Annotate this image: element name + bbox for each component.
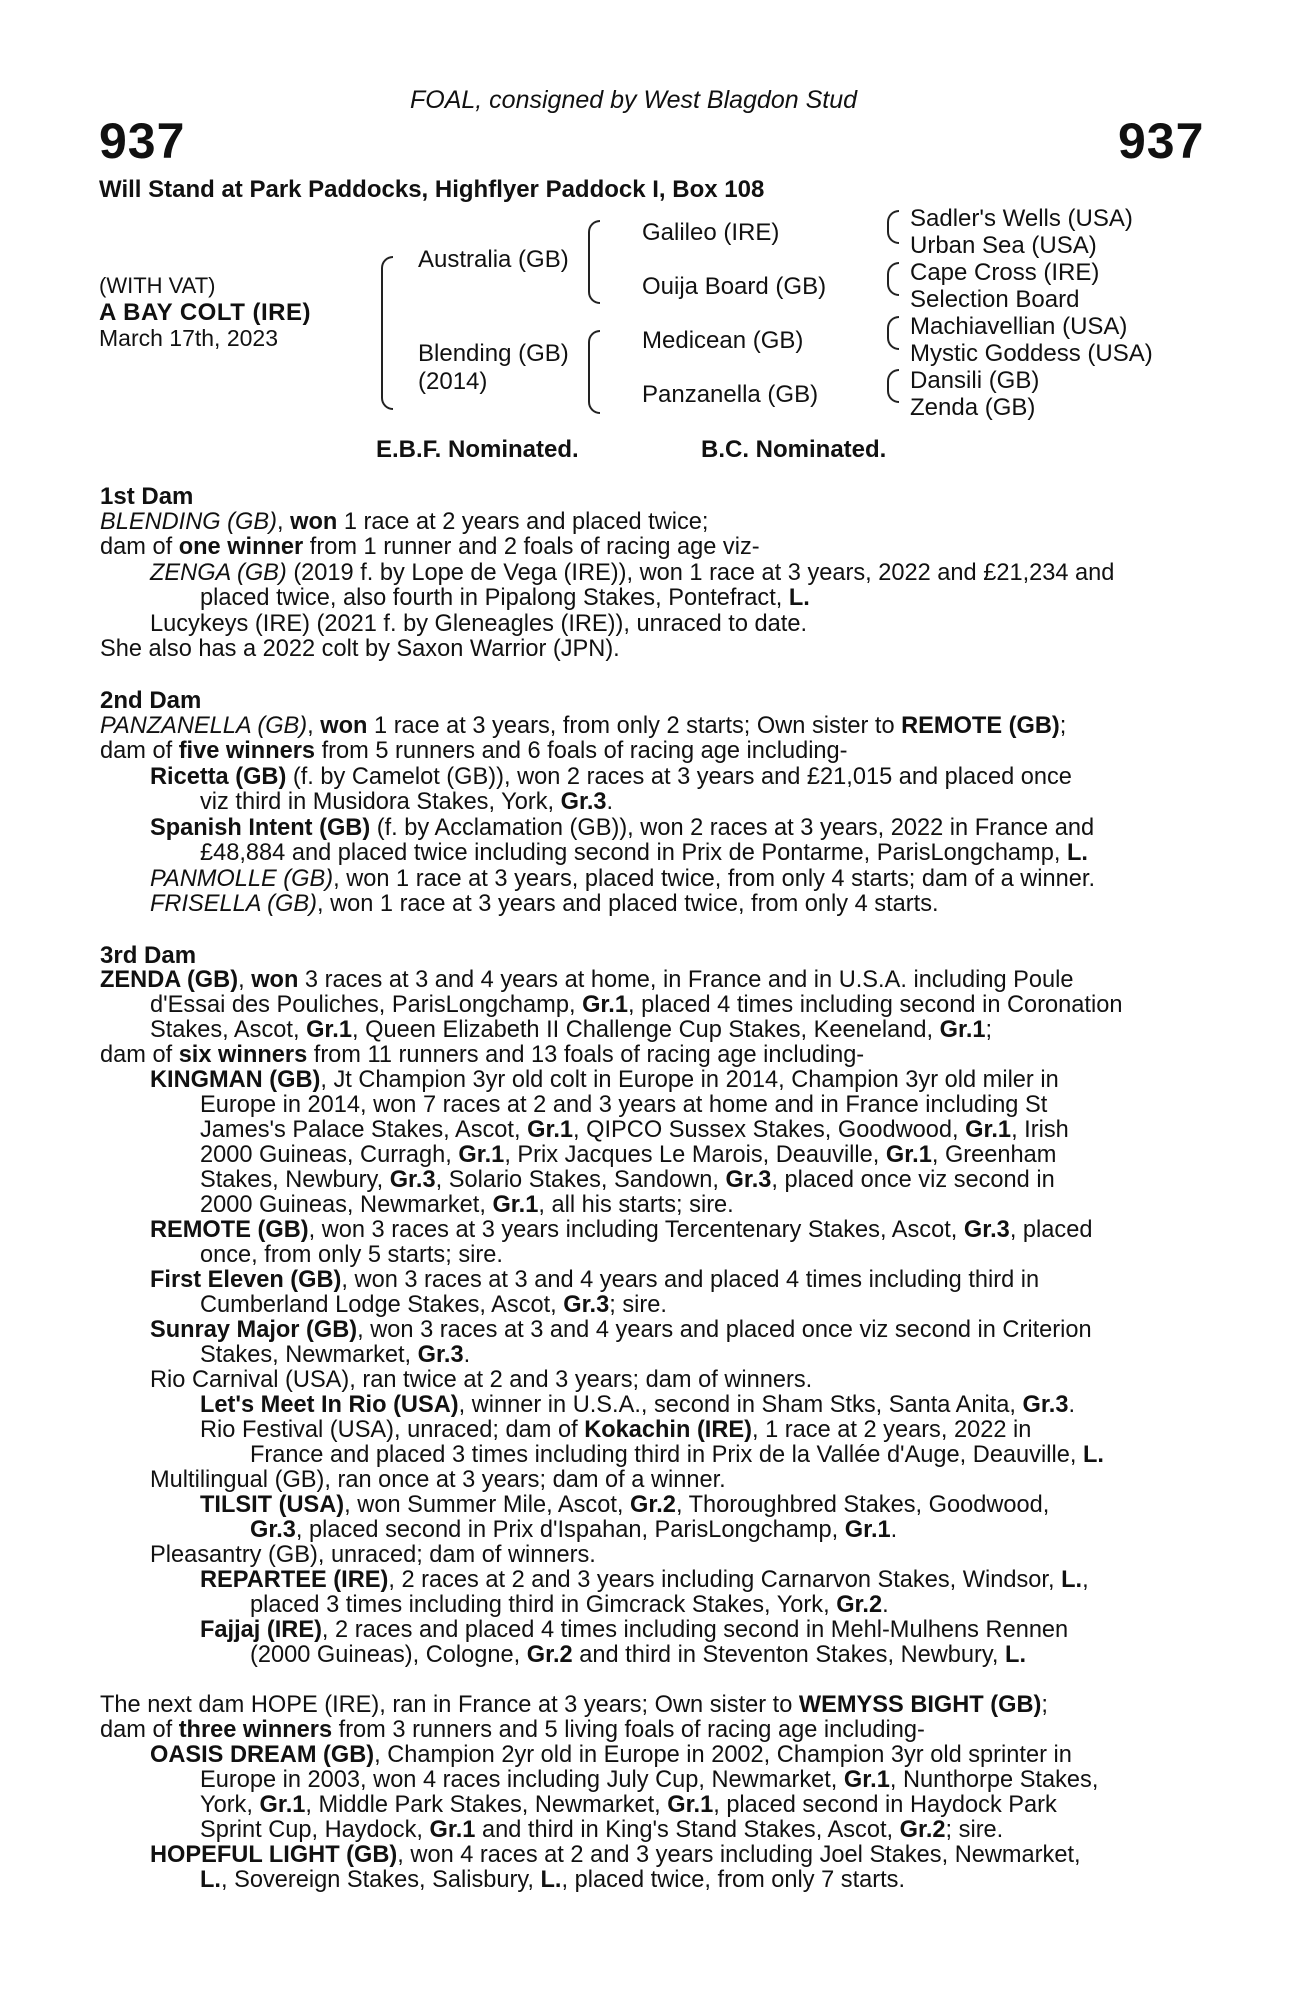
dam3-line [200, 1168, 1055, 1194]
next-dam-line [150, 1843, 1081, 1869]
dam3-line [200, 1193, 734, 1219]
dam2-line [150, 765, 1072, 791]
text-run: dam of [100, 1042, 179, 1068]
text-run: Gr.1 [885, 1142, 932, 1168]
dam3-line [200, 1568, 1089, 1594]
text-run: from 11 runners and 13 foals of racing age including- [307, 1042, 865, 1068]
text-run: , Middle Park Stakes, Newmarket, [305, 1792, 668, 1818]
text-run: , placed once viz second in [771, 1167, 1055, 1193]
text-run: ; [1059, 713, 1067, 739]
text-run: Gr.3 [389, 1167, 436, 1193]
text-run: , placed [1009, 1217, 1093, 1243]
text-run: Sunray Major (GB) [150, 1317, 358, 1343]
text-run: , won 3 races at 3 years including Tercentenary Stakes, Ascot, [308, 1217, 964, 1243]
sire-sire-sire: Sadler's Wells (USA) [910, 205, 1133, 232]
text-run: dam of [100, 1717, 179, 1743]
text-run: Gr.1 [527, 1117, 574, 1143]
text-run: and third in King's Stand Stakes, Ascot, [475, 1817, 900, 1843]
dam2-line [200, 841, 1088, 867]
text-run: Gr.1 [259, 1792, 306, 1818]
text-run: , Irish [1011, 1117, 1069, 1143]
text-run: Gr.1 [843, 1767, 890, 1793]
dam3-line [200, 1118, 1069, 1144]
text-run: Gr.1 [667, 1792, 714, 1818]
text-run: placed 3 times including third in Gimcrack Stakes, York, [250, 1592, 837, 1618]
text-run: , placed twice, from only 7 starts. [561, 1867, 906, 1893]
text-run: placed twice, also fourth in Pipalong Stakes, Pontefract, [200, 585, 789, 611]
dam3-line [200, 1143, 1056, 1169]
section-3rd-dam: 3rd Dam [100, 942, 197, 969]
text-run: L. [1082, 1442, 1104, 1468]
text-run: ; [985, 1017, 993, 1043]
vat-note: (WITH VAT) [99, 273, 216, 298]
text-run: Gr.1 [844, 1517, 891, 1543]
text-run: , [307, 713, 321, 739]
text-run: Gr.1 [965, 1117, 1012, 1143]
text-run: 1 race at 3 years, from only 2 starts; Own sister to [367, 713, 902, 739]
text-run: Gr.3 [250, 1517, 296, 1543]
next-dam-line [200, 1793, 1057, 1819]
text-run: (f. by Camelot (GB)), won 2 races at 3 years and £21,015 and placed once [286, 764, 1072, 790]
dam3-line [150, 1268, 1039, 1294]
dam3-line [100, 968, 1073, 994]
text-run: , won 1 race at 3 years, placed twice, from only 4 starts; dam of a winner. [333, 866, 1096, 892]
dam3-line [250, 1643, 1026, 1669]
next-dam-line [200, 1868, 905, 1894]
brace-main [381, 256, 393, 410]
dam3-line [150, 1068, 1059, 1094]
text-run: from 5 runners and 6 foals of racing age including- [315, 738, 848, 764]
next-dam-line [200, 1818, 1003, 1844]
text-run: Gr.1 [429, 1817, 476, 1843]
dam3-line: Multilingual (GB), ran once at 3 years; dam of a winner. [150, 1467, 726, 1493]
text-run: 3 races at 3 and 4 years at home, in France and in U.S.A. including Poule [298, 967, 1074, 993]
text-run: L. [1005, 1642, 1026, 1668]
text-run: won [290, 509, 338, 535]
dam-dam-sire: Dansili (GB) [910, 367, 1040, 394]
text-run: Stakes, Newmarket, [200, 1342, 418, 1368]
text-run: , 2 races at 2 and 3 years including Carnarvon Stakes, Windsor, [388, 1567, 1062, 1593]
brace-ds [887, 316, 899, 350]
text-run: Gr.3 [563, 1292, 610, 1318]
text-run: dam of [100, 738, 179, 764]
text-run: Gr.3 [560, 789, 607, 815]
text-run: , 1 race at 2 years, 2022 in [752, 1417, 1032, 1443]
text-run: WEMYSS BIGHT (GB) [798, 1692, 1042, 1718]
text-run: dam of [100, 534, 179, 560]
text-run: Spanish Intent (GB) [150, 815, 371, 841]
text-run: £48,884 and placed twice including second in Prix de Pontarme, ParisLongchamp, [200, 840, 1067, 866]
brace-sd [887, 262, 899, 296]
dam-dam-dam: Zenda (GB) [910, 394, 1036, 421]
text-run: James's Palace Stakes, Ascot, [200, 1117, 528, 1143]
text-run: , won 3 races at 3 and 4 years and placed once viz second in Criterion [357, 1317, 1092, 1343]
text-run: Sprint Cup, Haydock, [200, 1817, 430, 1843]
text-run: , QIPCO Sussex Stakes, Goodwood, [573, 1117, 966, 1143]
text-run: PANMOLLE (GB) [150, 866, 334, 892]
text-run: OASIS DREAM (GB) [150, 1742, 375, 1768]
dam: Blending (GB) [418, 340, 569, 367]
sire-dam-dam: Selection Board [910, 286, 1080, 313]
text-run: ; sire. [945, 1817, 1004, 1843]
next-dam-line [100, 1718, 925, 1744]
text-run: Gr.3 [1022, 1392, 1069, 1418]
dam2-line [200, 790, 613, 816]
dam3-line: Rio Carnival (USA), ran twice at 2 and 3 years; dam of winners. [150, 1367, 813, 1393]
text-run: HOPEFUL LIGHT (GB) [150, 1842, 398, 1868]
text-run: Gr.1 [306, 1017, 352, 1043]
text-run: ZENDA (GB) [100, 967, 239, 993]
text-run: one winner [178, 534, 304, 560]
dam3-line [150, 1218, 1092, 1244]
dam1-line [100, 535, 760, 561]
horse-name: A BAY COLT (IRE) [99, 299, 312, 326]
dam1-line [100, 510, 708, 536]
text-run: three winners [178, 1717, 333, 1743]
text-run: REMOTE (GB) [150, 1217, 309, 1243]
text-run: Europe in 2003, won 4 races including July Cup, Newmarket, [200, 1767, 844, 1793]
text-run: six winners [178, 1042, 308, 1068]
text-run: L. [200, 1867, 221, 1893]
dam3-line: Europe in 2014, won 7 races at 2 and 3 years at home and in France including St [200, 1092, 1048, 1118]
text-run: L. [788, 585, 810, 611]
text-run: First Eleven (GB) [150, 1267, 342, 1293]
dam2-line [150, 816, 1094, 842]
brace-sire [588, 220, 600, 304]
text-run: , 2 races and placed 4 times including second in Mehl-Mulhens Rennen [321, 1617, 1069, 1643]
text-run: (2000 Guineas), Cologne, [250, 1642, 527, 1668]
text-run: PANZANELLA (GB) [100, 713, 308, 739]
text-run: L. [540, 1867, 562, 1893]
dam3-line [250, 1518, 897, 1544]
text-run: , Nunthorpe Stakes, [889, 1767, 1099, 1793]
dam3-line [200, 1493, 1049, 1519]
text-run: Gr.2 [899, 1817, 946, 1843]
text-run: won [251, 967, 299, 993]
text-run: REMOTE (GB) [901, 713, 1060, 739]
dam-sire-dam: Mystic Goddess (USA) [910, 340, 1153, 367]
brace-dam [588, 330, 600, 414]
dam3-line [150, 993, 1122, 1019]
text-run: , placed second in Haydock Park [713, 1792, 1057, 1818]
bc-nomination: B.C. Nominated. [701, 436, 887, 463]
text-run: , Thoroughbred Stakes, Goodwood, [675, 1492, 1050, 1518]
dam2-line [100, 739, 848, 765]
text-run: Gr.1 [458, 1142, 505, 1168]
dam3-line [250, 1443, 1104, 1469]
lot-number-left: 937 [99, 113, 186, 169]
next-dam-line [200, 1768, 1098, 1794]
text-run: , Solario Stakes, Sandown, [435, 1167, 726, 1193]
text-run: , all his starts; sire. [538, 1192, 734, 1218]
text-run: L. [1061, 1567, 1083, 1593]
dam3-line [200, 1293, 667, 1319]
text-run: Ricetta (GB) [150, 764, 287, 790]
text-run: . [882, 1592, 889, 1618]
sire-dam-sire: Cape Cross (IRE) [910, 259, 1100, 286]
text-run: , won 3 races at 3 and 4 years and placed 4 times including third in [341, 1267, 1040, 1293]
dam3-line [250, 1593, 889, 1619]
text-run: York, [200, 1792, 260, 1818]
text-run: . [890, 1517, 898, 1543]
dam3-line [200, 1618, 1068, 1644]
text-run: , Greenham [931, 1142, 1057, 1168]
text-run: ZENGA (GB) [150, 560, 287, 586]
text-run: BLENDING (GB) [100, 509, 277, 535]
foaling-date: March 17th, 2023 [99, 325, 279, 351]
text-run: (2019 f. by Lope de Vega (IRE)), won 1 race at 3 years, 2022 and £21,234 and [286, 560, 1115, 586]
text-run: 2000 Guineas, Curragh, [200, 1142, 459, 1168]
text-run: , Sovereign Stakes, Salisbury, [220, 1867, 541, 1893]
text-run: , placed 4 times including second in Coronation [627, 992, 1123, 1018]
text-run: ; sire. [609, 1292, 667, 1318]
text-run: , won Summer Mile, Ascot, [344, 1492, 631, 1518]
text-run: from 1 runner and 2 foals of racing age viz- [303, 534, 760, 560]
text-run: Gr.3 [725, 1167, 772, 1193]
text-run: . [606, 789, 614, 815]
text-run: . [463, 1342, 471, 1368]
brace-dd [887, 369, 899, 403]
text-run: ; [1041, 1692, 1048, 1718]
text-run: KINGMAN (GB) [150, 1067, 321, 1093]
text-run: , Jt Champion 3yr old colt in Europe in 2014, Champion 3yr old miler in [320, 1067, 1059, 1093]
dam3-line: Pleasantry (GB), unraced; dam of winners. [150, 1542, 596, 1568]
section-1st-dam: 1st Dam [100, 483, 194, 510]
dam2-line [150, 867, 1095, 893]
section-2nd-dam: 2nd Dam [100, 687, 202, 714]
text-run: five winners [178, 738, 316, 764]
text-run: France and placed 3 times including third in Prix de la Vallée d'Auge, Deauville, [250, 1442, 1083, 1468]
text-run: Gr.1 [582, 992, 628, 1018]
text-run: Let's Meet In Rio (USA) [200, 1392, 459, 1418]
next-dam-line [150, 1743, 1072, 1769]
text-run: REPARTEE (IRE) [200, 1567, 389, 1593]
dam3-line [200, 1343, 470, 1369]
text-run: Gr.3 [417, 1342, 464, 1368]
text-run: 2000 Guineas, Newmarket, [200, 1192, 493, 1218]
text-run: from 3 runners and 5 living foals of racing age including- [332, 1717, 925, 1743]
text-run: , Prix Jacques Le Marois, Deauville, [504, 1142, 886, 1168]
text-run: won [320, 713, 368, 739]
text-run: Stakes, Ascot, [150, 1017, 307, 1043]
text-run: , [276, 509, 291, 535]
text-run: , [238, 967, 252, 993]
text-run: d'Essai des Pouliches, ParisLongchamp, [150, 992, 583, 1018]
text-run: , winner in U.S.A., second in Sham Stks, Santa Anita, [458, 1392, 1023, 1418]
dam-sire: Medicean (GB) [642, 327, 804, 354]
dam-year: (2014) [418, 368, 488, 395]
lot-number-right: 937 [1118, 113, 1205, 169]
text-run: Fajjaj (IRE) [200, 1617, 322, 1643]
text-run: Gr.2 [630, 1492, 676, 1518]
dam3-line [150, 1018, 992, 1044]
text-run: Kokachin (IRE) [584, 1417, 752, 1443]
text-run: Stakes, Newbury, [200, 1167, 390, 1193]
dam1-line [200, 586, 810, 612]
dam3-line [200, 1418, 1031, 1444]
text-run: L. [1066, 840, 1088, 866]
text-run: , Queen Elizabeth II Challenge Cup Stakes, Keeneland, [351, 1017, 940, 1043]
dam2-line [100, 714, 1066, 740]
text-run: Rio Festival (USA), unraced; dam of [200, 1417, 585, 1443]
dam1-line: She also has a 2022 colt by Saxon Warrior (JPN). [100, 636, 620, 662]
text-run: , placed second in Prix d'Ispahan, ParisLongchamp, [295, 1517, 845, 1543]
dam-dam: Panzanella (GB) [642, 381, 819, 408]
dam3-line: once, from only 5 starts; sire. [200, 1242, 503, 1268]
dam3-line [100, 1043, 864, 1069]
text-run: viz third in Musidora Stakes, York, [200, 789, 561, 815]
sire: Australia (GB) [418, 246, 569, 273]
sire-sire: Galileo (IRE) [642, 219, 780, 246]
text-run: and third in Steventon Stakes, Newbury, [572, 1642, 1006, 1668]
ebf-nomination: E.B.F. Nominated. [376, 436, 579, 463]
dam1-line [150, 561, 1114, 587]
text-run: (f. by Acclamation (GB)), won 2 races at 3 years, 2022 in France and [370, 815, 1095, 841]
text-run: . [1068, 1392, 1076, 1418]
text-run: Cumberland Lodge Stakes, Ascot, [200, 1292, 564, 1318]
dam-sire-sire: Machiavellian (USA) [910, 313, 1128, 340]
text-run: , won 1 race at 3 years and placed twice, from only 4 starts. [316, 891, 939, 917]
text-run: Gr.2 [526, 1642, 573, 1668]
dam1-line: Lucykeys (IRE) (2021 f. by Gleneagles (IRE)), unraced to date. [150, 611, 807, 637]
text-run: Gr.3 [963, 1217, 1010, 1243]
text-run: , Champion 2yr old in Europe in 2002, Champion 3yr old sprinter in [374, 1742, 1072, 1768]
text-run: Gr.1 [492, 1192, 539, 1218]
brace-ss [887, 210, 899, 244]
text-run: 1 race at 2 years and placed twice; [337, 509, 709, 535]
dam3-line [150, 1318, 1092, 1344]
stand-location: Will Stand at Park Paddocks, Highflyer Paddock I, Box 108 [99, 176, 765, 203]
text-run: Gr.2 [836, 1592, 883, 1618]
text-run: FRISELLA (GB) [150, 891, 317, 917]
next-dam-line [100, 1693, 1048, 1719]
text-run: The next dam HOPE (IRE), ran in France at 3 years; Own sister to [100, 1692, 799, 1718]
consignment-line: FOAL, consigned by West Blagdon Stud [410, 86, 858, 114]
text-run: Gr.1 [939, 1017, 986, 1043]
dam3-line [200, 1393, 1075, 1419]
sire-sire-dam: Urban Sea (USA) [910, 232, 1097, 259]
text-run: , won 4 races at 2 and 3 years including Joel Stakes, Newmarket, [397, 1842, 1081, 1868]
text-run: , [1082, 1567, 1089, 1593]
dam2-line [150, 892, 939, 918]
sire-dam: Ouija Board (GB) [642, 273, 827, 300]
text-run: TILSIT (USA) [200, 1492, 345, 1518]
